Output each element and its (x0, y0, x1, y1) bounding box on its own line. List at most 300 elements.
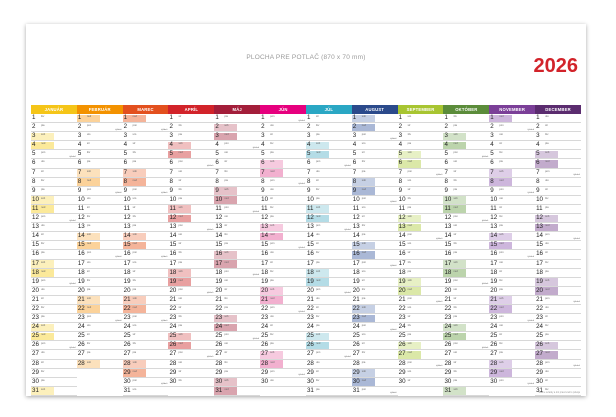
weekday-label: štv (86, 151, 91, 155)
weekday-label: ned (41, 269, 46, 273)
day-number: 12 (215, 214, 223, 222)
day-number: 19 (444, 277, 452, 285)
weekday-label: štv (453, 305, 457, 309)
weekday-label: pon (86, 251, 92, 255)
month-column-3 (123, 114, 169, 396)
day-cell (168, 123, 214, 132)
day-number: 20 (444, 286, 452, 294)
day-cell (306, 378, 352, 387)
weekday-label: pia (453, 124, 457, 128)
day-cell (352, 169, 398, 178)
day-number: 17 (77, 259, 85, 267)
day-cell (489, 332, 535, 341)
day-number: 2 (123, 123, 128, 131)
week-label: týždeň (390, 265, 397, 268)
day-number: 27 (261, 350, 269, 358)
day-number: 27 (123, 350, 131, 358)
weekday-label: ned (224, 387, 229, 391)
day-number: 5 (444, 150, 448, 158)
day-cell (31, 350, 77, 359)
day-number: 9 (352, 186, 357, 194)
weekday-label: str (86, 269, 90, 273)
week-label: týždeň (69, 283, 76, 286)
day-number: 28 (32, 359, 39, 367)
month-header-2: FEBRUÁR (77, 105, 123, 114)
day-number: 4 (398, 141, 403, 149)
day-cell (443, 287, 489, 296)
day-cell (306, 341, 352, 350)
day-cell (77, 305, 123, 314)
day-cell (489, 278, 535, 287)
weekday-label: uto (453, 287, 458, 291)
week-label: týždeň (390, 392, 397, 395)
weekday-label: sob (453, 260, 458, 264)
week-label: týždeň (344, 356, 351, 359)
day-cell (214, 278, 260, 287)
day-number: 2 (444, 123, 448, 131)
weekday-label: ned (178, 151, 183, 155)
day-cell (214, 141, 260, 150)
day-cell (31, 114, 77, 123)
day-cell (352, 360, 398, 369)
day-cell (123, 314, 169, 323)
day-cell (352, 223, 398, 232)
weekday-label: štv (361, 224, 366, 228)
day-cell (214, 205, 260, 214)
day-cell (398, 287, 444, 296)
day-number: 28 (398, 359, 406, 367)
day-cell (214, 305, 260, 314)
day-cell (31, 287, 77, 296)
day-cell (214, 196, 260, 205)
day-number: 13 (398, 223, 406, 231)
day-number: 2 (306, 123, 311, 131)
day-cell (352, 250, 398, 259)
day-cell (214, 341, 260, 350)
day-number: 15 (215, 241, 223, 249)
day-cell (123, 369, 169, 378)
week-label: týždeň (527, 319, 535, 322)
week-label: týždeň (344, 228, 351, 231)
day-number: 10 (215, 195, 223, 203)
day-cell (306, 241, 352, 250)
day-cell (535, 241, 581, 250)
week-label: týždeň (436, 301, 443, 304)
day-cell (443, 387, 489, 396)
day-cell (168, 114, 214, 123)
weekday-label: uto (361, 142, 366, 146)
day-cell (123, 323, 169, 332)
day-cell (77, 141, 123, 150)
day-cell (168, 141, 214, 150)
day-cell (123, 241, 169, 250)
day-cell (489, 360, 535, 369)
day-number: 1 (32, 114, 36, 121)
day-cell (168, 260, 214, 269)
day-cell (77, 159, 123, 168)
day-cell (214, 123, 260, 132)
day-cell (398, 323, 444, 332)
day-cell (123, 187, 169, 196)
weekday-label: štv (407, 260, 411, 264)
day-number: 13 (490, 223, 498, 231)
weekday-label: štv (453, 242, 457, 246)
day-cell (489, 323, 535, 332)
weekday-label: pia (132, 287, 137, 291)
day-cell (77, 114, 123, 123)
day-number: 15 (123, 241, 131, 249)
day-number: 21 (444, 295, 452, 303)
weekday-label: ned (132, 242, 137, 246)
day-number: 27 (490, 350, 498, 358)
day-cell (31, 305, 77, 314)
day-number: 13 (215, 223, 223, 231)
day-number: 8 (352, 177, 357, 185)
day-cell (123, 196, 169, 205)
day-cell (398, 232, 444, 241)
day-number: 13 (536, 223, 543, 231)
day-number: 17 (306, 259, 314, 267)
weekday-label: uto (41, 160, 45, 164)
week-label: týždeň (390, 328, 397, 331)
weekday-label: str (315, 115, 319, 118)
weekday-label: štv (224, 233, 228, 237)
month-header-11: NOVEMBER (489, 105, 535, 114)
weekday-label: pon (132, 251, 137, 255)
weekday-label: ned (270, 169, 275, 173)
weekday-label: str (407, 378, 411, 382)
day-number: 16 (123, 250, 131, 258)
day-number: 26 (215, 341, 223, 349)
weekday-label: str (132, 269, 136, 273)
weekday-label: str (224, 160, 228, 164)
week-label: týždeň (527, 256, 535, 258)
day-number: 29 (398, 368, 406, 376)
day-cell (489, 169, 535, 178)
day-cell (443, 250, 489, 259)
day-number: 7 (352, 168, 357, 176)
day-cell (535, 341, 581, 350)
week-label: týždeň (298, 119, 305, 122)
day-number: 14 (77, 232, 85, 240)
day-cell (214, 232, 260, 241)
weekday-label: pia (453, 315, 457, 319)
day-cell (77, 150, 123, 159)
day-cell (123, 378, 169, 387)
day-number: 14 (398, 232, 406, 240)
weekday-label: sob (361, 178, 366, 182)
day-number: 4 (352, 141, 357, 149)
weekday-label: sob (361, 369, 366, 373)
day-number: 18 (169, 268, 177, 276)
weekday-label: str (41, 233, 44, 237)
weekday-label: pon (453, 342, 458, 346)
day-cell (535, 123, 581, 132)
day-number: 27 (444, 350, 452, 358)
day-cell (260, 287, 306, 296)
day-number: 8 (490, 177, 494, 185)
day-cell (306, 169, 352, 178)
day-cell (443, 278, 489, 287)
weekday-label: pon (315, 224, 321, 228)
day-cell (260, 205, 306, 214)
day-number: 27 (306, 350, 314, 358)
day-number: 20 (32, 286, 39, 294)
day-cell (352, 305, 398, 314)
day-number: 11 (398, 204, 406, 212)
day-number: 11 (306, 204, 314, 212)
day-number: 9 (490, 186, 494, 194)
weekday-label: str (453, 296, 457, 300)
day-cell (260, 159, 306, 168)
day-cell (77, 314, 123, 323)
weekday-label: ned (499, 305, 504, 309)
day-number: 18 (306, 268, 314, 276)
day-number: 13 (444, 223, 452, 231)
weekday-label: uto (224, 342, 228, 346)
day-cell (123, 159, 169, 168)
day-cell (168, 332, 214, 341)
day-cell (306, 178, 352, 187)
weekday-label: uto (224, 215, 228, 219)
month-column-11 (489, 114, 535, 396)
weekday-label: str (41, 360, 44, 364)
day-cell (443, 369, 489, 378)
weekday-label: ned (453, 142, 458, 146)
day-number: 20 (215, 286, 223, 294)
day-number: 13 (169, 223, 177, 231)
day-cell (398, 332, 444, 341)
weekday-label: ned (361, 187, 367, 191)
weekday-label: pon (86, 124, 92, 128)
day-cell (77, 241, 123, 250)
day-number: 16 (536, 250, 543, 258)
weekday-label: str (41, 169, 44, 173)
month-column-5 (214, 114, 260, 396)
day-cell (535, 232, 581, 241)
week-label: týždeň (481, 283, 489, 286)
day-number: 14 (261, 232, 269, 240)
day-number: 8 (77, 177, 82, 185)
day-cell (260, 214, 306, 223)
day-number: 23 (215, 314, 223, 322)
day-cell (489, 141, 535, 150)
day-cell (535, 360, 581, 369)
weekday-label: pon (545, 233, 550, 237)
week-label: týždeň (115, 256, 122, 258)
day-cell (123, 223, 169, 232)
weekday-label: pon (315, 287, 321, 291)
day-cell (31, 278, 77, 287)
day-number: 8 (215, 177, 219, 185)
weekday-label: pon (407, 360, 412, 364)
day-number: 2 (352, 123, 357, 131)
day-cell (77, 269, 123, 278)
day-cell (443, 360, 489, 369)
day-cell (123, 250, 169, 259)
weekday-label: pia (453, 251, 457, 255)
day-cell (489, 196, 535, 205)
day-cell (168, 323, 214, 332)
day-number: 7 (169, 168, 173, 176)
day-cell (443, 132, 489, 141)
weekday-label: uto (41, 287, 45, 291)
weekday-label: pia (545, 142, 549, 146)
day-cell (352, 241, 398, 250)
weekday-label: sob (132, 360, 137, 364)
weekday-label: pia (86, 224, 91, 228)
day-number: 1 (261, 114, 265, 121)
weekday-label: štv (132, 278, 136, 282)
week-label: týždeň (298, 374, 305, 377)
weekday-label: štv (453, 178, 457, 182)
weekday-label: ned (499, 178, 504, 182)
day-cell (214, 332, 260, 341)
weekday-label: uto (545, 242, 549, 246)
day-cell (398, 159, 444, 168)
day-cell (535, 187, 581, 196)
day-cell (535, 332, 581, 341)
day-number: 24 (215, 323, 223, 331)
week-label: týždeň (69, 155, 76, 158)
weekday-label: uto (86, 133, 91, 137)
day-number: 3 (77, 132, 82, 140)
weekday-label: uto (270, 378, 274, 382)
day-number: 16 (169, 250, 177, 258)
day-number: 23 (169, 314, 177, 322)
day-number: 31 (352, 386, 360, 394)
weekday-label: pia (545, 333, 549, 337)
day-number: 8 (444, 177, 448, 185)
weekday-label: štv (545, 260, 549, 264)
day-cell (214, 369, 260, 378)
weekday-label: str (41, 296, 44, 300)
weekday-label: štv (41, 305, 45, 309)
weekday-label: uto (361, 205, 366, 209)
month-column-4 (168, 114, 214, 396)
day-number: 24 (444, 323, 452, 331)
day-number: 31 (123, 386, 131, 394)
day-cell (535, 350, 581, 359)
day-number: 22 (398, 304, 406, 312)
day-number: 16 (215, 250, 223, 258)
day-cell (352, 232, 398, 241)
day-number: 22 (215, 304, 223, 312)
day-cell (260, 378, 306, 387)
day-cell (168, 241, 214, 250)
day-number: 29 (444, 368, 452, 376)
day-cell (489, 214, 535, 223)
day-number: 28 (352, 359, 360, 367)
day-cell (168, 150, 214, 159)
weekday-label: sob (499, 296, 504, 300)
weekday-label: štv (545, 133, 549, 137)
day-number: 20 (490, 286, 498, 294)
day-cell (77, 332, 123, 341)
day-cell (306, 360, 352, 369)
weekday-label: uto (315, 233, 320, 237)
month-header-3: MAREC (123, 105, 169, 114)
day-cell (306, 332, 352, 341)
day-number: 8 (261, 177, 265, 185)
day-cell (535, 323, 581, 332)
weekday-label: ned (224, 133, 229, 137)
day-number: 7 (536, 168, 540, 176)
day-number: 11 (490, 204, 497, 212)
week-label: týždeň (573, 237, 580, 240)
day-number: 10 (352, 195, 360, 203)
day-cell (260, 369, 306, 378)
day-number: 7 (306, 168, 311, 176)
day-cell (168, 232, 214, 241)
day-cell (398, 350, 444, 359)
day-number: 4 (169, 141, 173, 149)
weekday-label: pon (453, 215, 458, 219)
day-cell (535, 378, 581, 387)
weekday-label: str (86, 333, 90, 337)
weekday-label: štv (178, 378, 182, 382)
weekday-label: pia (361, 233, 366, 237)
weekday-label: str (499, 205, 503, 209)
day-cell (31, 132, 77, 141)
year-title: 2026 (533, 55, 578, 77)
day-number: 25 (169, 332, 177, 340)
weekday-label: ned (453, 205, 458, 209)
day-cell (214, 178, 260, 187)
day-number: 15 (352, 241, 360, 249)
day-cell (443, 241, 489, 250)
weekday-label: pon (132, 187, 137, 191)
weekday-label: uto (270, 315, 274, 319)
day-cell (352, 332, 398, 341)
weekday-label: štv (132, 151, 136, 155)
weekday-label: uto (86, 196, 91, 200)
day-cell (443, 269, 489, 278)
day-number: 14 (536, 232, 543, 240)
day-number: 10 (77, 195, 85, 203)
weekday-label: ned (361, 315, 367, 319)
weekday-label: štv (407, 133, 411, 137)
day-cell (306, 369, 352, 378)
day-cell (443, 341, 489, 350)
day-cell (214, 114, 260, 123)
month-column-10 (443, 114, 489, 396)
weekday-label: pia (453, 187, 457, 191)
weekday-label: sob (545, 342, 550, 346)
day-cell (123, 278, 169, 287)
weekday-label: pon (86, 315, 92, 319)
weekday-label: ned (545, 351, 550, 355)
day-cell (123, 287, 169, 296)
month-column-9 (398, 114, 444, 396)
day-cell (398, 178, 444, 187)
weekday-label: pia (41, 124, 45, 128)
day-number: 14 (490, 232, 498, 240)
day-number: 2 (32, 123, 36, 131)
day-number: 6 (444, 159, 448, 167)
day-cell (77, 178, 123, 187)
day-number: 29 (536, 368, 543, 376)
day-number: 18 (77, 268, 85, 276)
day-number: 27 (215, 350, 223, 358)
day-number: 9 (215, 186, 219, 194)
day-cell (306, 287, 352, 296)
weekday-label: pia (178, 196, 182, 200)
day-number: 17 (32, 259, 39, 267)
day-cell (398, 214, 444, 223)
weekday-label: pia (407, 205, 412, 209)
day-cell (535, 178, 581, 187)
